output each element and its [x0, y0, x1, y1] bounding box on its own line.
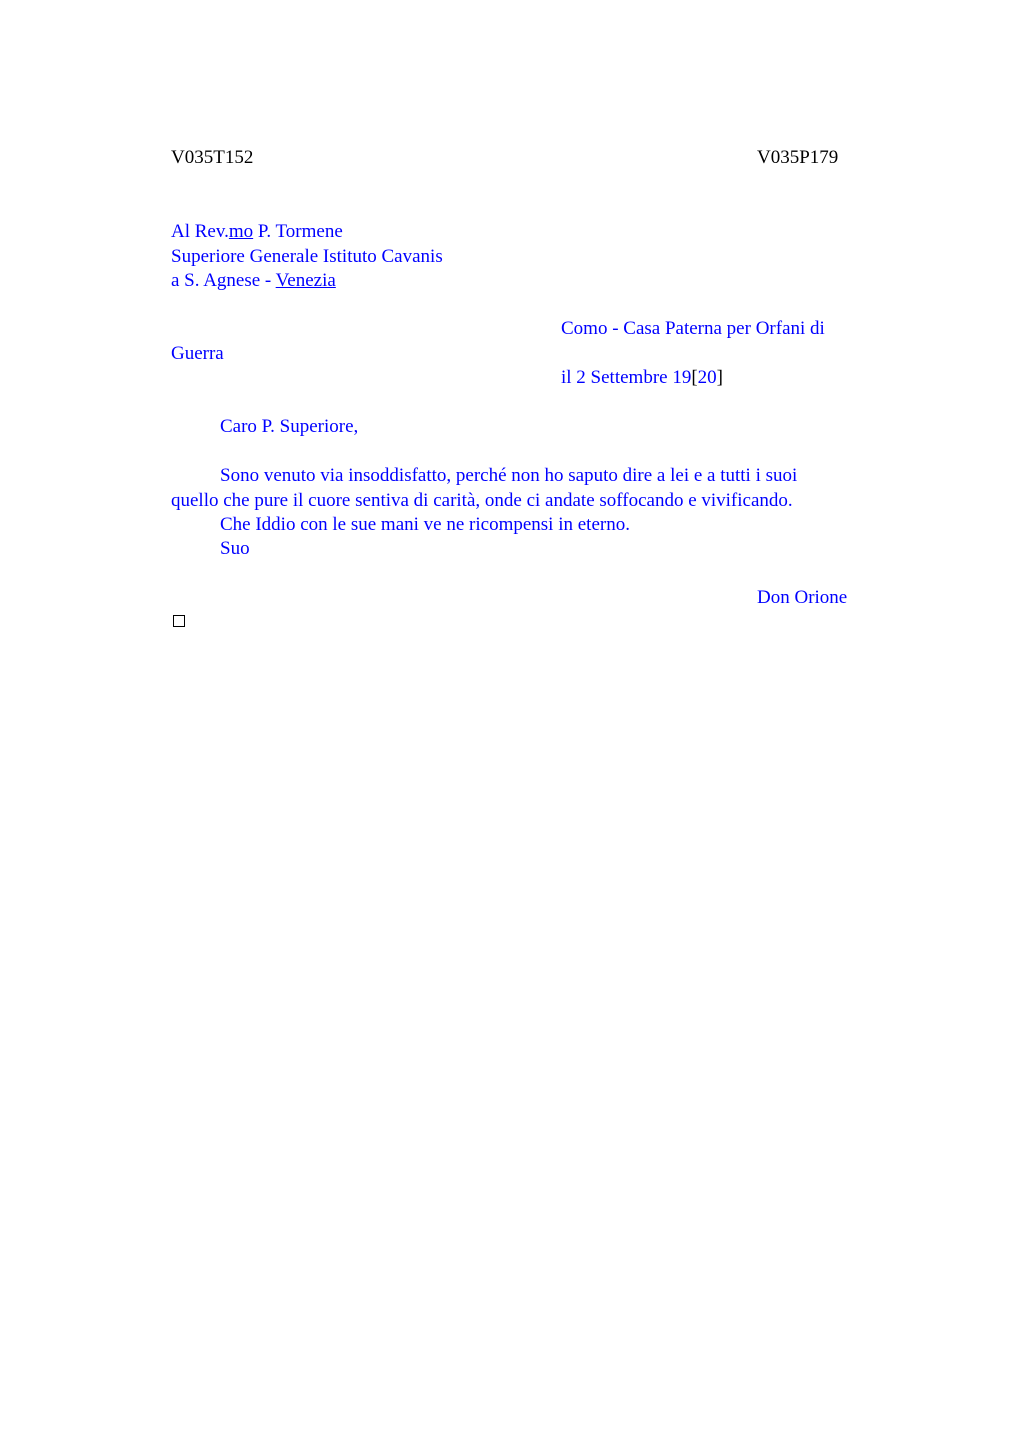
address-line-1: [171, 220, 443, 245]
address-line-2: Superiore Generale Istituto Cavanis: [171, 245, 443, 267]
date-close-bracket: ]: [716, 367, 723, 388]
date-line: [561, 366, 723, 391]
document-code-right: V035P179: [757, 147, 839, 168]
place-line: Como - Casa Paterna per Orfani di: [561, 318, 825, 339]
place-line-continuation: Guerra: [171, 343, 224, 364]
address-line-1-underlined: mo: [228, 221, 254, 242]
date-open-bracket: [: [691, 367, 698, 388]
recipient-address: [171, 220, 443, 294]
address-line-1-prefix: Al Rev.: [171, 221, 229, 242]
paragraph-1-line-1: Sono venuto via insoddisfatto, perché non ho saputo dire a lei e a tutti i suoi: [220, 465, 798, 486]
address-line-1-suffix: P. Tormene: [253, 221, 343, 242]
paragraph-1-line-2: quello che pure il cuore sentiva di carità, onde ci andate soffocando e vivificando.: [171, 490, 793, 511]
salutation: Caro P. Superiore,: [220, 416, 359, 437]
address-line-3: [171, 269, 443, 294]
paragraph-2: Che Iddio con le sue mani ve ne ricompensi in eterno.: [220, 514, 630, 535]
end-marker-box-icon: [173, 615, 185, 627]
address-line-3-prefix: a S. Agnese -: [171, 270, 276, 291]
address-line-3-underlined: Venezia: [275, 270, 336, 291]
document-code-left: V035T152: [171, 147, 254, 168]
signature: Don Orione: [757, 587, 848, 608]
closing: Suo: [220, 538, 250, 559]
date-year-suffix: 20: [697, 367, 717, 388]
date-prefix: il 2 Settembre 19: [561, 367, 692, 388]
